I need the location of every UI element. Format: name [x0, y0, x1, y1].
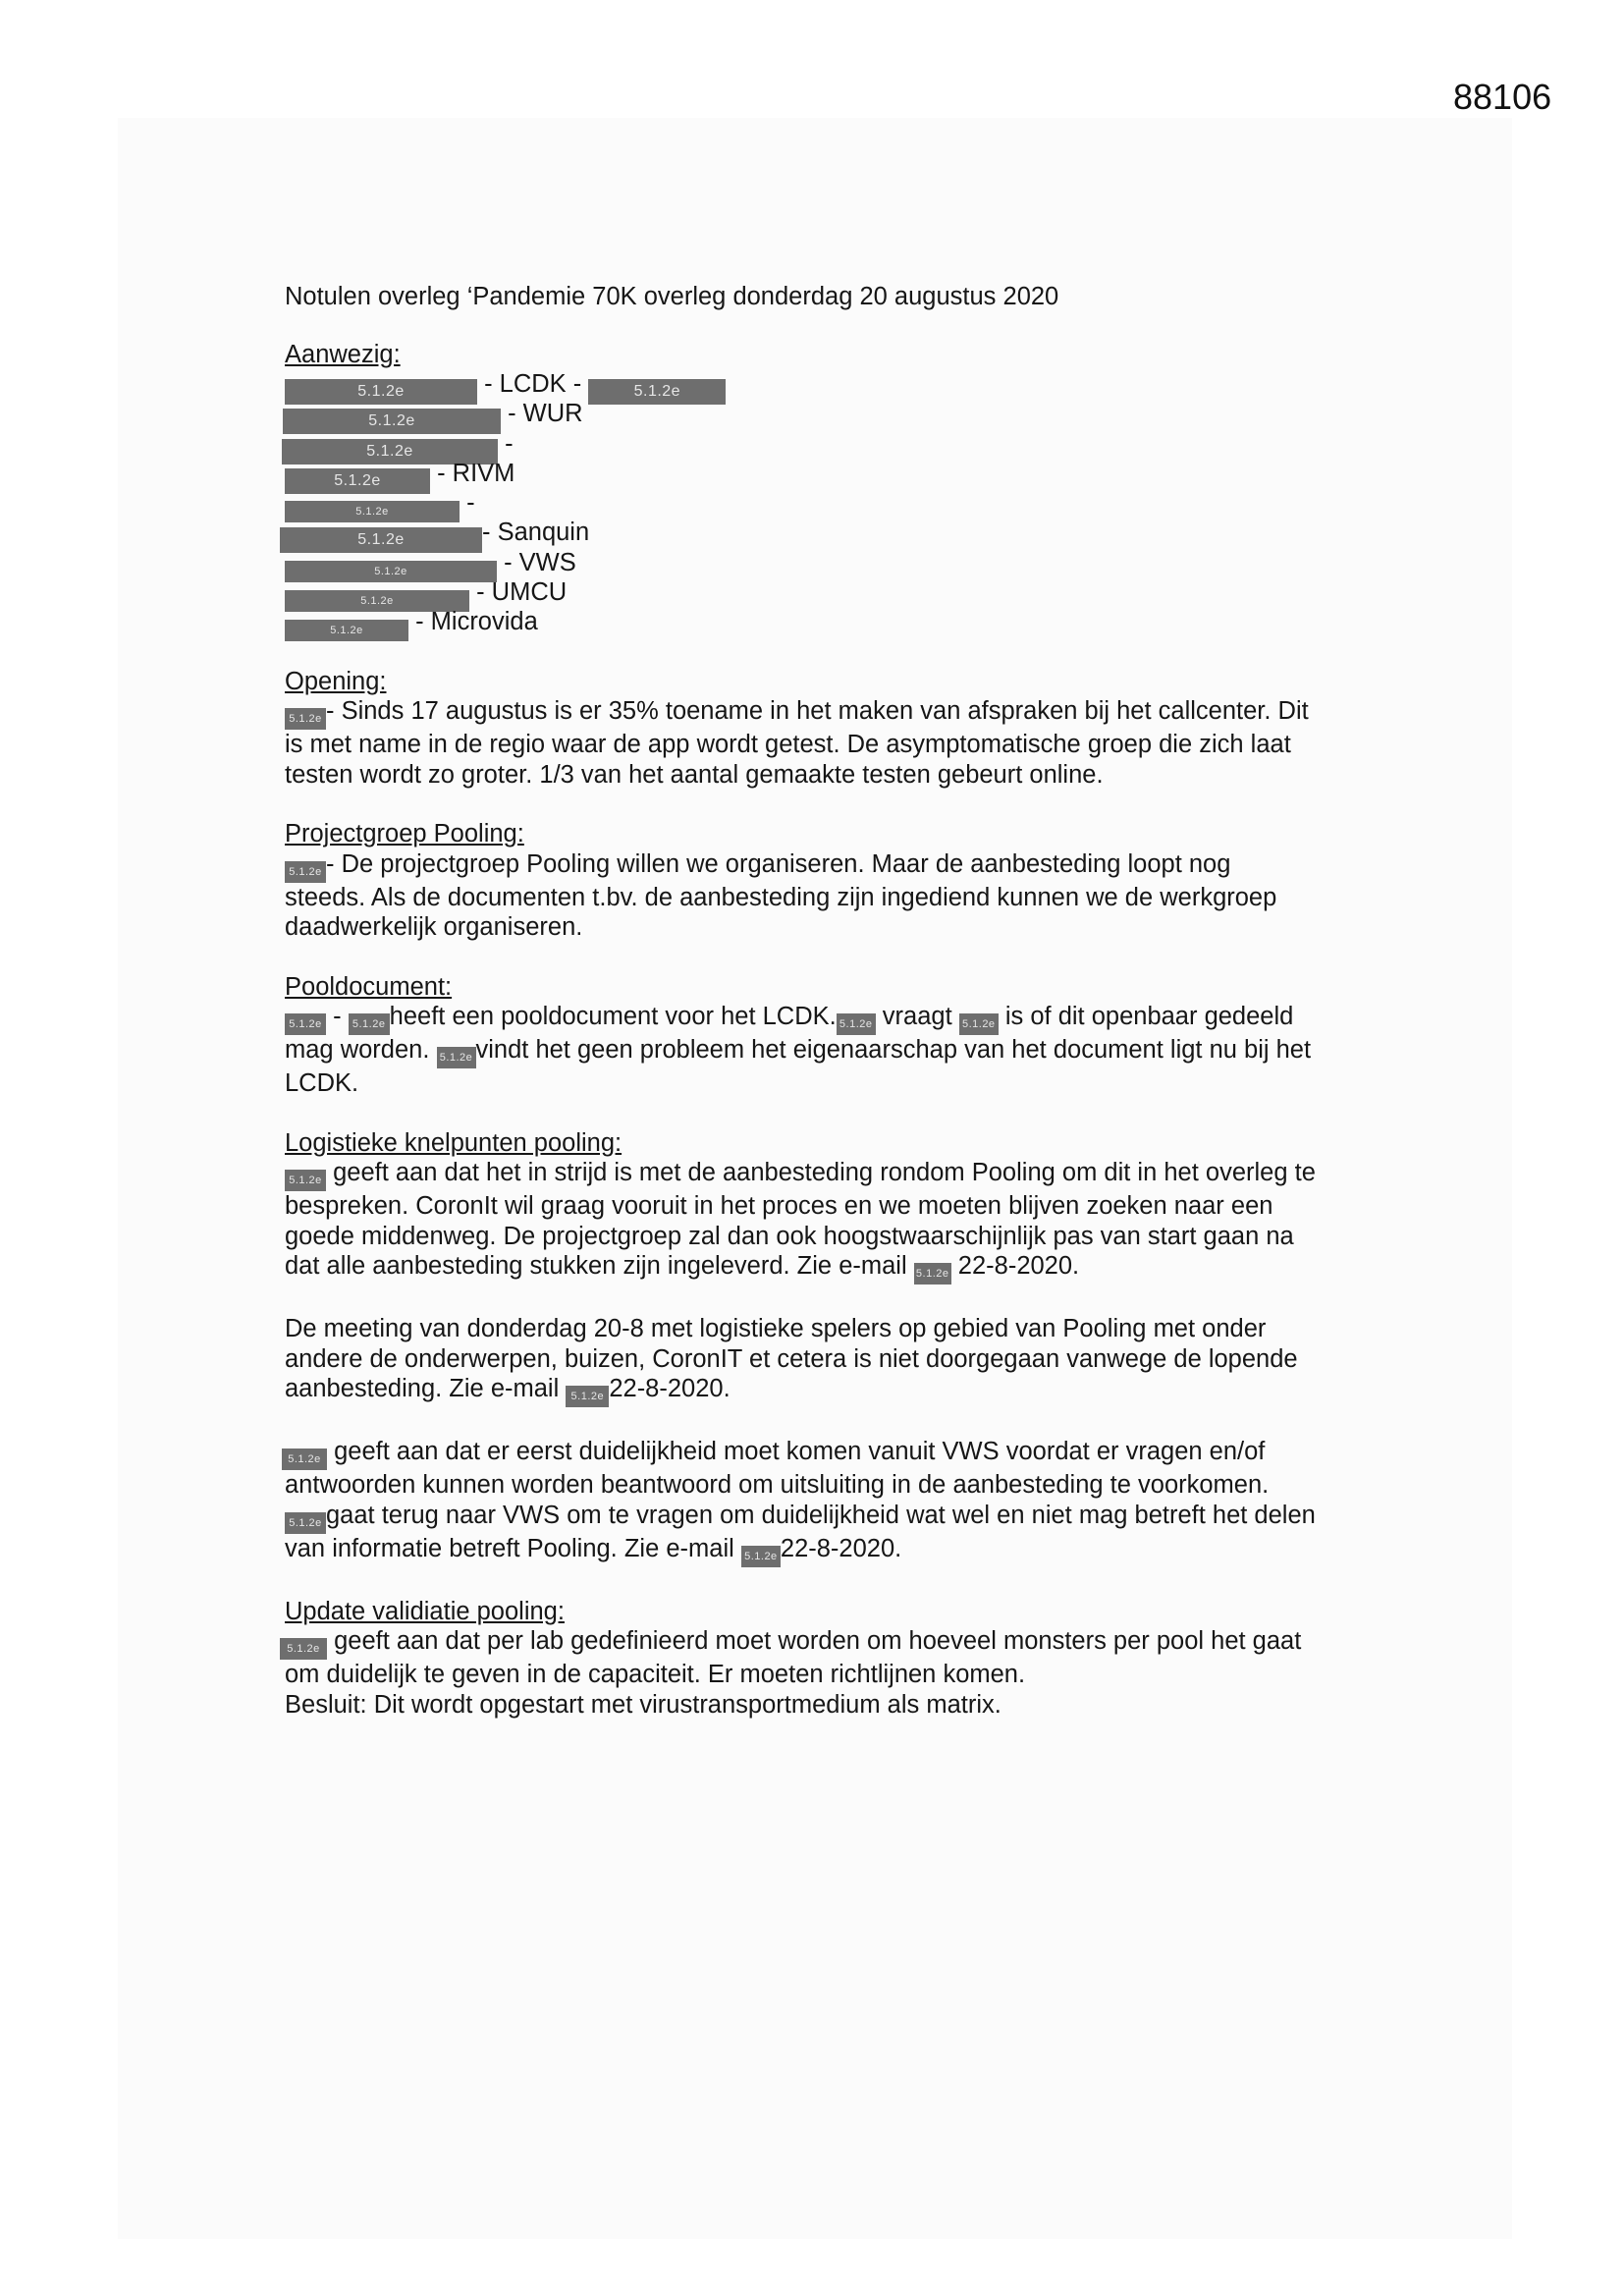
attendee-row	[285, 459, 1365, 488]
logistiek-paragraph-3: 5.1.2e geeft aan dat er eerst duidelijkheid moet komen vanuit VWS voordat er vragen en/of antwoorden kunnen worden beantwoord om uitsluiting in de aanbesteding te voorkomen. 5.1.2e gaat terug naar VWS om te vragen om duidelijkheid wat wel en niet mag betreft het delen van informatie betreft Pooling. Zie e-mail 5.1.2e 22-8-2020.	[285, 1437, 1365, 1567]
attendee-affiliation: - Microvida	[408, 608, 538, 636]
redaction-box: 5.1.2e	[280, 1638, 327, 1660]
update-section	[285, 1597, 1365, 1721]
redaction-box: 5.1.2e	[285, 379, 477, 405]
attendee-affiliation: -	[460, 489, 475, 518]
logistiek-paragraph-2: De meeting van donderdag 20-8 met logistieke spelers op gebied van Pooling met onder andere de onderwerpen, buizen, CoronIT et cetera is niet doorgegaan vanwege de lopende aanbesteding. Zie e-mail 5.1.2e 22-8-2020.	[285, 1314, 1365, 1407]
logistiek-paragraph-1: 5.1.2e geeft aan dat het in strijd is met de aanbesteding rondom Pooling om dit in het overleg te bespreken. CoronIt wil graag vooruit in het proces en we moeten blijven zoeken naar een goede middenweg. De projectgroep zal dan ook hoogstwaarschijnlijk pas van start gaan na dat alle aanbesteding stukken zijn ingeleverd. Zie e-mail 5.1.2e 22-8-2020.	[285, 1158, 1365, 1285]
redaction-box: 5.1.2e	[285, 590, 469, 612]
redaction-box: 5.1.2e	[285, 468, 430, 494]
redaction-box: 5.1.2e	[349, 1013, 390, 1035]
projectgroep-heading: Projectgroep Pooling:	[285, 820, 524, 848]
opening-paragraph: 5.1.2e - Sinds 17 augustus is er 35% toename in het maken van afspraken bij het callcenter. Dit is met name in de regio waar de app wordt getest. De asymptomatische groep die zich laat testen wordt zo groter. 1/3 van het aantal gemaakte testen gebeurt online.	[285, 697, 1309, 789]
redaction-box: 5.1.2e	[283, 409, 501, 434]
document-title: Notulen overleg ‘Pandemie 70K overleg donderdag 20 augustus 2020	[285, 283, 1059, 310]
decision-line: Besluit: Dit wordt opgestart met virustransportmedium als matrix.	[285, 1690, 1001, 1719]
attendee-affiliation: - UMCU	[469, 578, 568, 607]
redaction-box: 5.1.2e	[285, 861, 326, 883]
redaction-box: 5.1.2e	[285, 501, 460, 522]
pooldocument-paragraph: 5.1.2e - 5.1.2e heeft een pooldocument voor het LCDK. 5.1.2e vraagt 5.1.2e is of dit openbaar gedeeld mag worden. 5.1.2e vindt het geen probleem het eigenaarschap van het document ligt nu bij het LCDK.	[285, 1003, 1312, 1098]
attendee-row	[285, 548, 1365, 577]
attendees-heading: Aanwezig:	[285, 340, 401, 368]
pooldocument-section	[285, 972, 1365, 1099]
attendee-affiliation: - RIVM	[430, 459, 515, 487]
redaction-box: 5.1.2e	[741, 1546, 781, 1567]
attendee-affiliation: -	[498, 429, 514, 458]
redaction-box: 5.1.2e	[914, 1263, 951, 1285]
redaction-box: 5.1.2e	[566, 1386, 609, 1407]
redaction-box: 5.1.2e	[282, 1449, 327, 1470]
redaction-box: 5.1.2e	[285, 1512, 326, 1534]
attendee-affiliation: - VWS	[497, 548, 576, 576]
attendee-row	[285, 518, 1365, 547]
redaction-box: 5.1.2e	[285, 561, 497, 582]
redaction-box: 5.1.2e	[285, 1013, 326, 1035]
redaction-box: 5.1.2e	[280, 527, 482, 553]
update-paragraph: 5.1.2e geeft aan dat per lab gedefinieerd moet worden om hoeveel monsters per pool het gaat om duidelijk te geven in de capaciteit. Er moeten richtlijnen komen. Besluit: Dit wordt opgestart met virustransportmedium als matrix.	[285, 1626, 1365, 1720]
logistiek-heading: Logistieke knelpunten pooling:	[285, 1128, 623, 1157]
minutes-document	[285, 282, 1365, 1749]
attendee-row	[285, 607, 1365, 636]
attendee-row	[285, 488, 1365, 518]
redaction-box: 5.1.2e	[437, 1047, 476, 1068]
redaction-box: 5.1.2e	[959, 1013, 999, 1035]
page-number: 88106	[1453, 77, 1552, 117]
attendees-section	[285, 340, 1365, 637]
opening-section	[285, 667, 1365, 791]
projectgroep-section	[285, 819, 1365, 943]
attendee-row	[285, 399, 1365, 428]
attendee-row	[285, 577, 1365, 607]
redaction-box: 5.1.2e	[588, 379, 726, 405]
opening-heading: Opening:	[285, 667, 387, 695]
update-heading: Update validiatie pooling:	[285, 1597, 565, 1625]
redaction-box: 5.1.2e	[837, 1013, 876, 1035]
logistiek-section	[285, 1128, 1365, 1567]
attendee-row	[285, 369, 1365, 399]
redaction-box: 5.1.2e	[285, 1170, 326, 1191]
redaction-box: 5.1.2e	[285, 708, 326, 730]
pooldocument-heading: Pooldocument:	[285, 972, 453, 1001]
attendee-affiliation: - Sanquin	[482, 519, 590, 547]
attendee-row	[285, 429, 1365, 459]
projectgroep-paragraph: 5.1.2e - De projectgroep Pooling willen we organiseren. Maar de aanbesteding loopt nog steeds. Als de documenten t.bv. de aanbesteding zijn ingediend kunnen we de werkgroep daadwerkelijk organiseren.	[285, 849, 1277, 942]
redaction-box: 5.1.2e	[282, 439, 498, 465]
redaction-box: 5.1.2e	[285, 620, 408, 641]
attendee-affiliation: - WUR	[501, 400, 583, 428]
attendee-affiliation: - LCDK -	[477, 370, 589, 398]
